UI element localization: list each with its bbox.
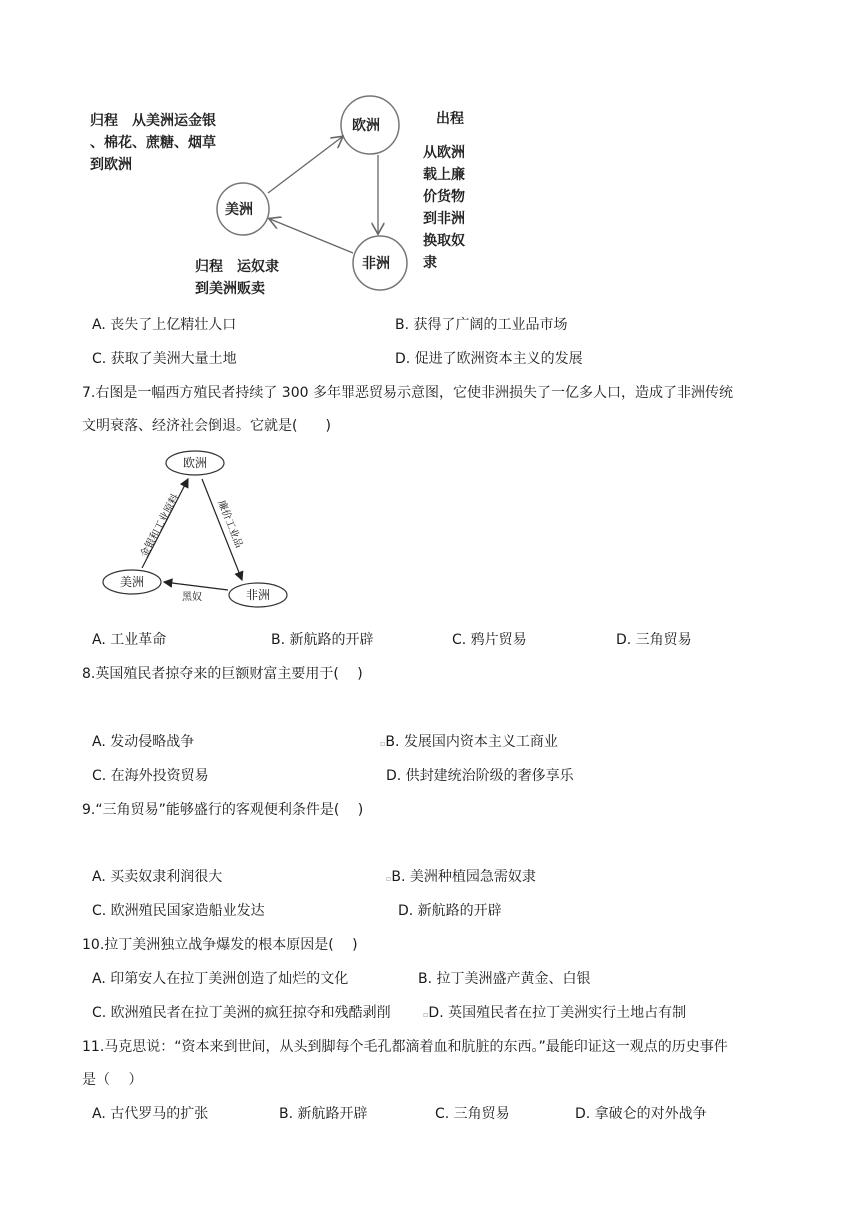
america-to-europe-arrow — [268, 137, 342, 193]
q10-option-d[interactable] — [423, 1003, 686, 1025]
q11-option-d[interactable]: D. 拿破仑的对外战争 — [575, 1106, 707, 1122]
q7-option-c[interactable]: C. 鸦片贸易 — [452, 632, 527, 648]
africa-label: 非洲 — [362, 256, 390, 272]
q6-option-d[interactable]: D. 促进了欧洲资本主义的发展 — [395, 351, 583, 367]
bottom-arrow-label: 黑奴 — [182, 592, 202, 603]
q7-option-a[interactable]: A. 工业革命 — [92, 632, 167, 648]
africa-node-label: 非洲 — [246, 588, 271, 602]
return-bottom-line-2: 到美洲贩卖 — [195, 281, 265, 297]
q7-stem-line-2: 文明衰落、经济社会倒退。它就是( ) — [82, 418, 331, 434]
q9-option-b[interactable] — [386, 867, 536, 889]
q11-stem-line-2: 是（ ） — [82, 1072, 143, 1088]
q7-option-b[interactable]: B. 新航路的开辟 — [271, 632, 374, 648]
q9-stem: 9.“三角贸易”能够盛行的客观便利条件是( ) — [82, 802, 364, 818]
q11-stem-line-1: 11.马克思说：“资本来到世间，从头到脚每个毛孔都滴着血和肮脏的东西。”最能印证这一观点的历史事件 — [82, 1039, 728, 1055]
left-arrow-label: 金银和工业原料 — [138, 492, 182, 560]
q10-stem: 10.拉丁美洲独立战争爆发的根本原因是( ) — [82, 937, 358, 953]
outbound-line-3: 价货物 — [423, 189, 465, 205]
q6-option-c[interactable]: C. 获取了美洲大量土地 — [92, 351, 237, 367]
outbound-title: 出程 — [436, 111, 464, 127]
q7-stem-line-1: 7.右图是一幅西方殖民者持续了 300 多年罪恶贸易示意图，它使非洲损失了一亿多人口，造成了非洲传统 — [82, 385, 733, 401]
q8-stem: 8.英国殖民者掠夺来的巨额财富主要用于( ) — [82, 666, 363, 682]
outbound-line-5: 换取奴 — [423, 233, 465, 249]
outbound-line-2: 载上廉 — [423, 167, 465, 183]
q10-option-c[interactable]: C. 欧洲殖民者在拉丁美洲的疯狂掠夺和残酷剥削 — [92, 1005, 391, 1021]
q9-option-b-text: B. 美洲种植园急需奴隶 — [391, 869, 536, 885]
q11-option-a[interactable]: A. 古代罗马的扩张 — [92, 1106, 209, 1122]
q10-option-a[interactable]: A. 印第安人在拉丁美洲创造了灿烂的文化 — [92, 971, 349, 987]
q8-option-b-text: B. 发展国内资本主义工商业 — [385, 734, 558, 750]
q10-option-b[interactable]: B. 拉丁美洲盛产黄金、白银 — [418, 971, 591, 987]
q6-option-b[interactable]: B. 获得了广阔的工业品市场 — [395, 317, 568, 333]
q9-option-c[interactable]: C. 欧洲殖民国家造船业发达 — [92, 903, 265, 919]
q9-option-a[interactable]: A. 买卖奴隶利润很大 — [92, 869, 223, 885]
marker-dot: ▫ — [386, 874, 392, 883]
q6-option-a[interactable]: A. 丧失了上亿精壮人口 — [92, 317, 237, 333]
q8-option-a[interactable]: A. 发动侵略战争 — [92, 734, 195, 750]
q8-option-d[interactable]: D. 供封建统治阶级的奢侈享乐 — [386, 768, 574, 784]
q11-option-b[interactable]: B. 新航路开辟 — [279, 1106, 368, 1122]
outbound-line-1: 从欧洲 — [423, 145, 465, 161]
marker-dot: ▫ — [423, 1010, 429, 1019]
africa-to-america-arrow — [270, 219, 353, 253]
q7-option-d[interactable]: D. 三角贸易 — [616, 632, 692, 648]
europe-label: 欧洲 — [352, 118, 380, 134]
europe-node-label: 欧洲 — [183, 456, 208, 470]
right-arrow-label: 廉价工业品 — [215, 499, 245, 550]
america-label: 美洲 — [225, 202, 253, 218]
triangle-trade-diagram — [100, 446, 300, 611]
marker-dot: ▫ — [380, 739, 386, 748]
triangle-trade-sketch — [80, 95, 520, 305]
america-node-label: 美洲 — [120, 575, 145, 589]
return-left-line-3: 到欧洲 — [90, 157, 132, 173]
return-left-line-1: 归程 从美洲运金银 — [90, 113, 216, 129]
return-left-line-2: 、棉花、蔗糖、烟草 — [90, 135, 216, 151]
africa-to-america-arrow-2 — [164, 582, 228, 590]
q8-option-b[interactable] — [380, 732, 558, 754]
q10-option-d-text: D. 英国殖民者在拉丁美洲实行土地占有制 — [428, 1005, 687, 1021]
q8-option-c[interactable]: C. 在海外投资贸易 — [92, 768, 209, 784]
q11-option-c[interactable]: C. 三角贸易 — [435, 1106, 510, 1122]
return-bottom-line-1: 归程 运奴隶 — [195, 259, 279, 275]
outbound-line-4: 到非洲 — [423, 211, 465, 227]
q9-option-d[interactable]: D. 新航路的开辟 — [398, 903, 502, 919]
outbound-line-6: 隶 — [423, 255, 437, 271]
